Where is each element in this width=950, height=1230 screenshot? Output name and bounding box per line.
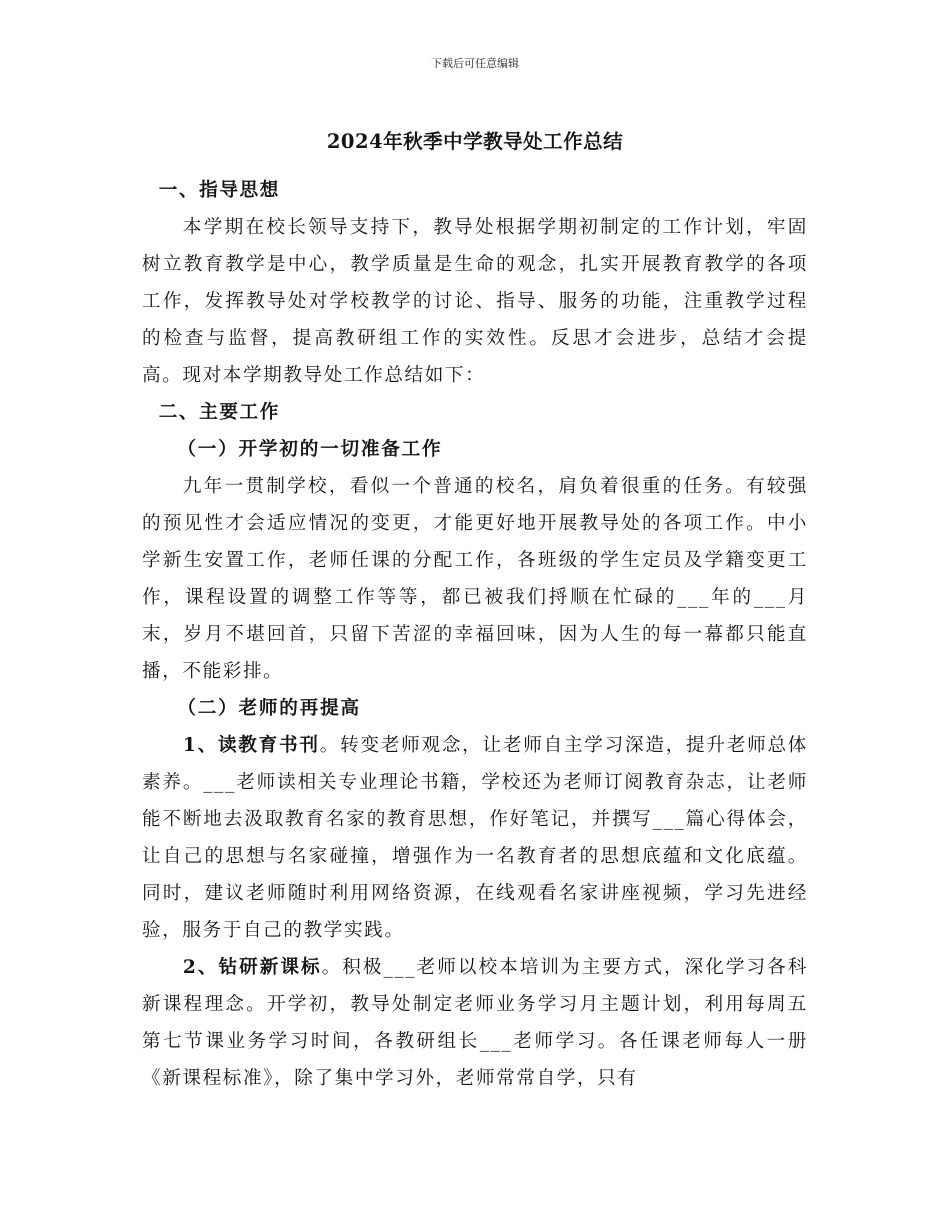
paragraph-guiding-thought: 本学期在校长领导支持下，教导处根据学期初制定的工作计划，牢固树立教育教学是中心，教学质量是生命的观念，扎实开展教育教学的各项工作，发挥教导处对学校教学的讨论、指导、服务的功能，注重教学过程的检查与监督，提高教研组工作的实效性。反思才会进步，总结才会提高。现对本学期教导处工作总结如下： [142, 217, 808, 386]
subsection-heading-teacher-improvement: （二）老师的再提高 [177, 698, 361, 719]
section-heading-guiding-thought: 一、指导思想 [158, 180, 280, 201]
document-title: 2024年秋季中学教导处工作总结 [326, 130, 624, 153]
item-lead-read-journals: 1、读教育书刊 [182, 735, 320, 756]
paragraph-read-journals [142, 727, 808, 949]
item-lead-curriculum-standards: 2、钻研新课标 [182, 957, 322, 978]
paragraph-curriculum-standards [142, 949, 808, 1097]
item-text-read-journals: 。转变老师观念，让老师自主学习深造，提升老师总体素养。___老师读相关专业理论书籍，学校还为老师订阅教育杂志，让老师能不断地去汲取教育名家的教育思想，作好笔记，并撰写___篇心得体会，让自己的思想与名家碰撞，增强作为一名教育者的思想底蕴和文化底蕴。同时，建议老师随时利用网络资源，在线观看名家讲座视频，学习先进经验，服务于自己的教学实践。 [142, 735, 808, 941]
paragraph-preparation: 九年一贯制学校，看似一个普通的校名，肩负着很重的任务。有较强的预见性才会适应情况的变更，才能更好地开展教导处的各项工作。中小学新生安置工作，老师任课的分配工作，各班级的学生定员及学籍变更工作，课程设置的调整工作等等，都已被我们捋顺在忙碌的___年的___月末，岁月不堪回首，只留下苦涩的幸福回味，因为人生的每一幕都只能直播，不能彩排。 [142, 476, 808, 682]
header-note: 下载后可任意编辑 [431, 57, 519, 70]
subsection-heading-preparation: （一）开学初的一切准备工作 [177, 439, 443, 460]
item-text-curriculum-standards: 。积极___老师以校本培训为主要方式，深化学习各科新课程理念。开学初，教导处制定老师业务学习月主题计划，利用每周五第七节课业务学习时间，各教研组长___老师学习。各任课老师每人一册《新课程标准》，除了集中学习外，老师常常自学，只有 [142, 957, 808, 1089]
document-body [142, 172, 808, 1097]
section-heading-main-work: 二、主要工作 [158, 402, 280, 423]
